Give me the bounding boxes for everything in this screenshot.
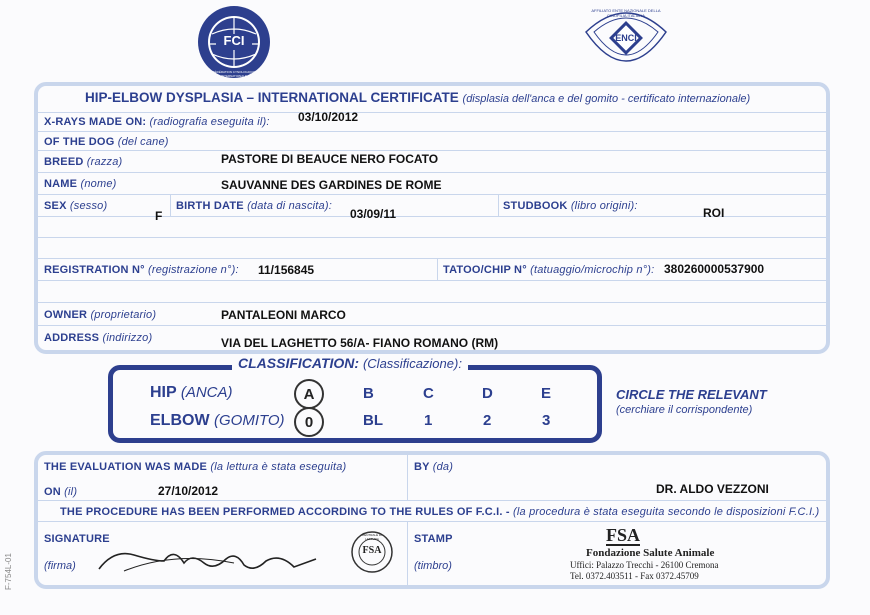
row-line <box>38 194 826 195</box>
hip-grade-b[interactable]: B <box>363 385 374 402</box>
address-value: VIA DEL LAGHETTO 56/A- FIANO ROMANO (RM) <box>221 336 499 350</box>
circle-note: CIRCLE THE RELEVANT <box>616 387 767 402</box>
row-line <box>38 500 826 501</box>
enci-logo-text: ENCI <box>615 33 637 43</box>
elbow-grade-selected-circle[interactable]: 0 <box>294 407 324 437</box>
procedure-text: THE PROCEDURE HAS BEEN PERFORMED ACCORDING TO THE RULES OF F.C.I. - (la procedura è stata eseguita secondo le disposizioni F.C.I.) <box>60 506 820 518</box>
signature-scribble <box>94 541 324 586</box>
breed-label: BREED (razza) <box>44 156 123 168</box>
hip-grade-d[interactable]: D <box>482 385 493 402</box>
enci-ring-text: AFFILIATO ENTE NAZIONALE DELLA CINOFILIA ITALIANA <box>591 8 661 18</box>
xrays-value: 03/10/2012 <box>298 110 359 124</box>
chip-label: TATOO/CHIP N° (tatuaggio/microchip n°): <box>443 264 655 276</box>
fsa-logo: FSA <box>606 525 641 545</box>
row-line <box>38 112 826 113</box>
breed-value: PASTORE DI BEAUCE NERO FOCATO <box>221 152 439 166</box>
hip-grade-selected-circle[interactable]: A <box>294 379 324 409</box>
col-line <box>407 521 408 585</box>
row-line <box>38 258 826 259</box>
title-en: HIP-ELBOW DYSPLASIA – INTERNATIONAL CERTIFICATE <box>85 90 459 105</box>
dog-label: OF THE DOG (del cane) <box>44 136 169 148</box>
circle-note-it: (cerchiare il corrispondente) <box>616 404 753 416</box>
elbow-row-label: ELBOW (GOMITO) <box>150 412 285 429</box>
col-line <box>437 258 438 280</box>
sex-label: SEX (sesso) <box>44 200 108 212</box>
birth-value: 03/09/11 <box>350 207 397 221</box>
sex-value: F <box>155 209 163 223</box>
row-line <box>38 280 826 281</box>
round-stamp <box>350 530 394 574</box>
title-it: (displasia dell'anca e del gomito - certificato internazionale) <box>462 93 751 105</box>
fsa-stamp <box>566 526 736 582</box>
row-line <box>38 172 826 173</box>
fci-ring-text: FÉDÉRATION CYNOLOGIQUE INTERNATIONALE <box>212 70 256 78</box>
address-label: ADDRESS (indirizzo) <box>44 332 153 344</box>
row-line <box>38 521 826 522</box>
enci-logo <box>576 4 676 76</box>
fsa-address: Uffici: Palazzo Trecchi - 26100 Cremona <box>570 560 719 570</box>
evaluation-label: THE EVALUATION WAS MADE (la lettura è stata eseguita) <box>44 461 347 473</box>
owner-label: OWNER (proprietario) <box>44 309 157 321</box>
hip-grade-e[interactable]: E <box>541 385 552 402</box>
owner-value: PANTALEONI MARCO <box>221 308 346 322</box>
hip-row-label: HIP (ANCA) <box>150 384 233 401</box>
col-line <box>170 194 171 216</box>
signature-label-it: (firma) <box>44 560 76 572</box>
col-line <box>407 455 408 500</box>
stamp-label: STAMP <box>414 533 453 545</box>
stamp-label-it: (timbro) <box>414 560 452 572</box>
signature-label: SIGNATURE <box>44 533 110 545</box>
classification-title: CLASSIFICATION: (Classificazione): <box>232 355 468 371</box>
studbook-label: STUDBOOK (libro origini): <box>503 200 638 212</box>
elbow-grade-bl[interactable]: BL <box>363 412 383 429</box>
round-stamp-ring: CENTRALE DI LETTURA <box>362 533 382 541</box>
by-label: BY (da) <box>414 461 454 473</box>
row-line <box>38 131 826 132</box>
evaluator-value: DR. ALDO VEZZONI <box>656 482 769 496</box>
side-code: F-754L-01 <box>4 553 13 590</box>
name-value: SAUVANNE DES GARDINES DE ROME <box>221 178 442 192</box>
on-label: ON (il) <box>44 486 78 498</box>
row-line <box>38 302 826 303</box>
round-stamp-text: FSA <box>362 545 382 556</box>
col-line <box>498 194 499 216</box>
elbow-grade-3[interactable]: 3 <box>542 412 551 429</box>
row-line <box>38 150 826 151</box>
fci-logo <box>196 4 272 80</box>
evaluation-date-value: 27/10/2012 <box>158 484 219 498</box>
studbook-value: ROI <box>703 206 725 220</box>
chip-value: 380260000537900 <box>664 262 765 276</box>
row-line <box>38 237 826 238</box>
elbow-grade-1[interactable]: 1 <box>424 412 433 429</box>
registration-label: REGISTRATION N° (registrazione n°): <box>44 264 239 276</box>
elbow-grade-2[interactable]: 2 <box>483 412 492 429</box>
fsa-name: Fondazione Salute Animale <box>586 547 715 559</box>
name-label: NAME (nome) <box>44 178 117 190</box>
registration-value: 11/156845 <box>258 263 315 277</box>
classification-box <box>108 365 602 443</box>
certificate-title <box>85 90 750 105</box>
birth-label: BIRTH DATE (data di nascita): <box>176 200 332 212</box>
fsa-contacts: Tel. 0372.403511 - Fax 0372.45709 <box>570 571 699 581</box>
row-line <box>38 325 826 326</box>
xrays-label: X-RAYS MADE ON: (radiografia eseguita il): <box>44 116 270 128</box>
fci-logo-text: FCI <box>223 33 245 48</box>
hip-grade-c[interactable]: C <box>423 385 434 402</box>
